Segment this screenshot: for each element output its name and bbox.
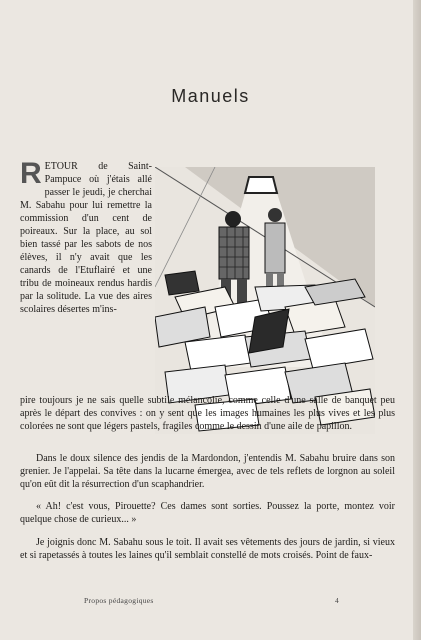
paragraph-text: Je joignis donc M. Sabahu sous le toit. Il avait ses vêtements des jours de jardin, si vieux et si rapetassés à toutes les laines qu'il semblait constellé de mots croisés. Point de faux- — [20, 537, 395, 561]
first-word: ETOUR — [44, 161, 78, 172]
intro-paragraph — [20, 157, 152, 316]
drop-cap: R — [20, 157, 42, 190]
body-paragraph-2 — [20, 500, 395, 526]
page-title: Manuels — [171, 86, 250, 106]
intro-column-text: de Saint-Pampuce où j'étais allé passer le jeudi, je cherchai M. Sabahu pour lui remettre la commission d'un cent de poireaux. Sur la place, au sol bien tassé par les sabots de nos élèves, il n'y avait que les canards de l'Etuflairé et une tribu de moineaux rendus hardis par la solitude. La vue des aires scolaires désertes m'ins- — [20, 161, 152, 315]
body-paragraph-3 — [20, 536, 395, 562]
page-number: 4 — [335, 596, 339, 605]
paragraph-text: Dans le doux silence des jendis de la Mardondon, j'entendis M. Sabahu bruire dans son grenier. Je l'appelai. Sa tête dans la lucarne émergea, avec de tels reflets de lorgnon au soleil qu'on eût dit la résurrection d'un scaphandrier. — [20, 453, 395, 490]
body-paragraph-1 — [20, 452, 395, 491]
intro-continued-text: pire toujours je ne sais quelle subtile mélancolie, comme celle d'une salle de banquet peu après le départ des convives : on y sent que les images humaines les plus vives et les plus colorées ne sont que légers pastels, fragiles comme le dessin d'une aile de papillon. — [20, 395, 395, 432]
intro-column — [20, 157, 152, 316]
paragraph-text: « Ah! c'est vous, Pirouette? Ces dames sont sorties. Poussez la porte, montez voir quelque chose de curieux... » — [20, 501, 395, 525]
intro-continuation — [20, 394, 395, 433]
footer-source: Propos pédagogiques — [84, 596, 154, 605]
